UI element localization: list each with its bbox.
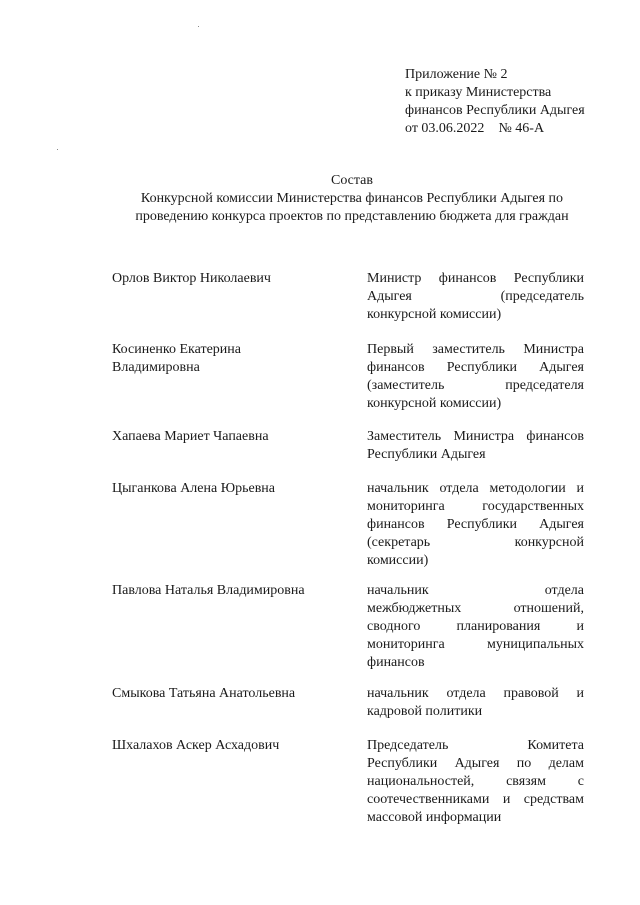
annex-header xyxy=(405,66,625,138)
member-name-line: Павлова Наталья Владимировна xyxy=(112,583,305,598)
member-role-line: комиссии) xyxy=(367,553,429,568)
member-name xyxy=(112,428,352,446)
member-role-line: финансов Республики Адыгея xyxy=(367,517,584,532)
member-role-line: национальностей, связям с xyxy=(367,774,584,789)
member-role-line: начальник отдела правовой и xyxy=(367,686,584,701)
member-role-line: межбюджетных отношений, xyxy=(367,601,584,616)
member-name-line: Косиненко Екатерина xyxy=(112,342,242,357)
member-role-line: Первый заместитель Министра xyxy=(367,342,584,357)
member-role-line: Республики Адыгея по делам xyxy=(367,756,584,771)
heading-line-2: проведению конкурса проектов по представлению бюджета для граждан xyxy=(135,209,569,224)
annex-ministry: финансов Республики Адыгея xyxy=(405,103,585,118)
member-role xyxy=(367,737,584,827)
annex-order-ref: к приказу Министерства xyxy=(405,85,552,100)
heading-title: Состав xyxy=(330,173,373,188)
member-role xyxy=(367,428,584,464)
member-role-line: кадровой политики xyxy=(367,704,483,719)
member-name xyxy=(112,480,352,498)
member-name-line: Орлов Виктор Николаевич xyxy=(112,271,271,286)
member-role-line: (заместитель председателя xyxy=(367,378,584,393)
member-name-line: Хапаева Мариет Чапаевна xyxy=(112,429,269,444)
member-role-line: мониторинга муниципальных xyxy=(367,637,584,652)
annex-number: Приложение № 2 xyxy=(405,67,508,82)
member-name-line: Владимировна xyxy=(112,360,200,375)
annex-date-line xyxy=(405,120,625,138)
member-role xyxy=(367,685,584,721)
member-name xyxy=(112,341,352,377)
member-name xyxy=(112,737,352,755)
member-role-line: конкурсной комиссии) xyxy=(367,396,502,411)
annex-date: от 03.06.2022 xyxy=(405,121,485,136)
heading-line-1: Конкурсной комиссии Министерства финансов Республики Адыгея по xyxy=(140,191,564,206)
member-role-line: Заместитель Министра финансов xyxy=(367,429,584,444)
annex-order-number: № 46-А xyxy=(498,121,545,136)
member-name xyxy=(112,582,352,600)
member-role-line: (секретарь конкурсной xyxy=(367,535,584,550)
member-role-line: сводного планирования и xyxy=(367,619,584,634)
member-name-line: Смыкова Татьяна Анатольевна xyxy=(112,686,296,701)
member-role-line: конкурсной комиссии) xyxy=(367,307,502,322)
member-name-line: Цыганкова Алена Юрьевна xyxy=(112,481,276,496)
member-role xyxy=(367,582,584,672)
member-role-line: Министр финансов Республики xyxy=(367,271,584,286)
scan-speck xyxy=(57,149,58,150)
member-name-line: Шхалахов Аскер Асхадович xyxy=(112,738,280,753)
member-role-line: массовой информации xyxy=(367,810,502,825)
member-role-line: финансов xyxy=(367,655,425,670)
member-role-line: финансов Республики Адыгея xyxy=(367,360,584,375)
member-role-line: Председатель Комитета xyxy=(367,738,584,753)
member-name xyxy=(112,270,352,288)
document-heading xyxy=(0,172,640,226)
scan-speck xyxy=(198,26,199,27)
member-role-line: начальник отдела xyxy=(367,583,584,598)
member-role-line: Республики Адыгея xyxy=(367,447,486,462)
member-role-line: Адыгея (председатель xyxy=(367,289,584,304)
member-role-line: начальник отдела методологии и xyxy=(367,481,584,496)
member-role xyxy=(367,480,584,570)
member-role-line: мониторинга государственных xyxy=(367,499,584,514)
member-role-line: соотечественниками и средствам xyxy=(367,792,584,807)
member-name xyxy=(112,685,352,703)
member-role xyxy=(367,270,584,324)
member-role xyxy=(367,341,584,413)
